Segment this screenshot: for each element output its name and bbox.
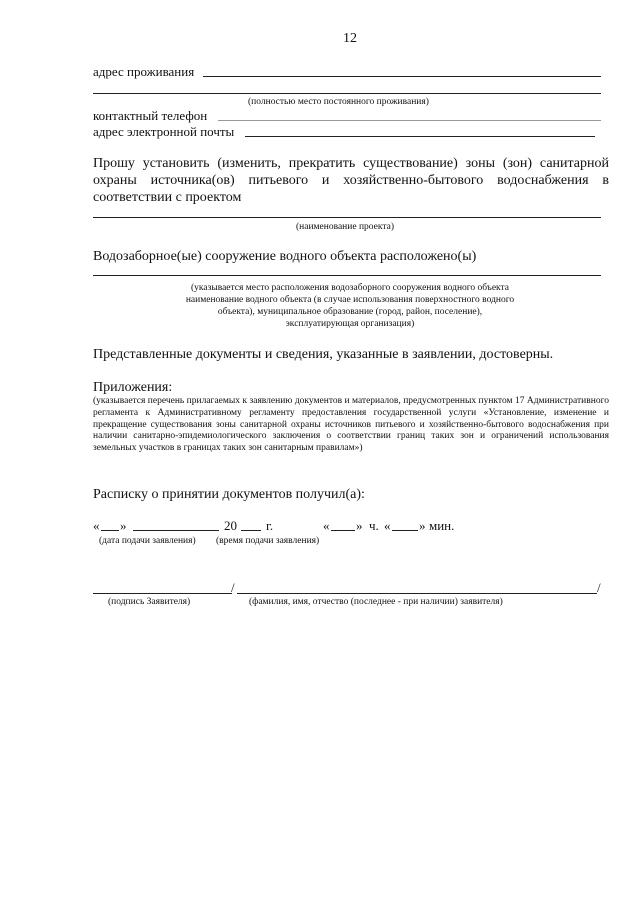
minutes-field[interactable] <box>392 530 418 531</box>
full-name-field[interactable] <box>237 593 597 594</box>
full-name-hint: (фамилия, имя, отчество (последнее - при наличии) заявителя) <box>249 597 503 607</box>
minutes-open-quote: « <box>384 518 391 533</box>
minutes-close-quote: » <box>419 518 426 533</box>
signature-field[interactable] <box>93 593 232 594</box>
minutes-unit: мин. <box>429 518 455 533</box>
date-open-quote: « <box>93 518 100 533</box>
water-intake-label: Водозаборное(ые) сооружение водного объекта расположено(ы) <box>93 249 477 264</box>
attachments-title: Приложения: <box>93 380 173 395</box>
email-label: адрес электронной почты <box>93 124 235 139</box>
hours-open-quote: « <box>323 518 330 533</box>
address-field[interactable] <box>203 76 601 77</box>
project-hint: (наименование проекта) <box>296 222 395 232</box>
receipt-label: Расписку о принятии документов получил(а): <box>93 487 365 502</box>
water-intake-hint-2: наименование водного объекта (в случае использования поверхностного водного <box>185 295 515 305</box>
hours-field[interactable] <box>331 530 355 531</box>
signature-slash-left: / <box>231 580 235 595</box>
water-intake-hint-4: эксплуатирующая организация) <box>285 319 415 329</box>
attachments-note: (указывается перечень прилагаемых к заявлению документов и материалов, предусмотренных пунктом 17 Административного регламента к Административному регламенту предоставления государственной услуги «Установление, изменение и прекращение существования зоны санитарной охраны источников питьевого и хозяйственно-бытового водоснабжения при наличии санитарно-эпидемиологического заключения о соответствии границ таких зон и ограничений использования земельных участков в границах таких зон санитарным правилам») <box>93 396 609 454</box>
signature-slash-right: / <box>597 580 601 595</box>
day-field[interactable] <box>101 530 119 531</box>
water-intake-hint-3: объекта), муниципальное образование (город, район, поселение), <box>217 307 483 317</box>
year-field[interactable] <box>241 530 261 531</box>
address-field-line2[interactable] <box>93 93 601 94</box>
email-field[interactable] <box>245 136 595 137</box>
year-prefix: 20 <box>224 518 237 533</box>
request-line-1: Прошу установить (изменить, прекратить существование) зоны (зон) санитарной <box>93 156 609 171</box>
hours-unit: ч. <box>369 518 379 533</box>
request-line-3: соответствии с проектом <box>93 190 242 205</box>
phone-label: контактный телефон <box>93 108 208 123</box>
project-name-field[interactable] <box>93 217 601 218</box>
signature-hint: (подпись Заявителя) <box>108 597 191 607</box>
hours-close-quote: » <box>356 518 363 533</box>
water-intake-hint-1: (указывается место расположения водозаборного сооружения водного объекта <box>190 283 510 293</box>
date-hint: (дата подачи заявления) <box>99 536 196 546</box>
time-hint: (время подачи заявления) <box>216 536 320 546</box>
request-line-2: охраны источника(ов) питьевого и хозяйственно-бытового водоснабжения в <box>93 173 609 188</box>
address-hint: (полностью место постоянного проживания) <box>248 97 429 107</box>
phone-field[interactable] <box>218 120 601 121</box>
year-suffix: г. <box>266 518 274 533</box>
statement: Представленные документы и сведения, указанные в заявлении, достоверны. <box>93 347 554 362</box>
page-number: 12 <box>343 31 357 46</box>
month-field[interactable] <box>133 530 219 531</box>
date-close-quote: » <box>120 518 127 533</box>
water-intake-field[interactable] <box>93 275 601 276</box>
address-label: адрес проживания <box>93 64 195 79</box>
